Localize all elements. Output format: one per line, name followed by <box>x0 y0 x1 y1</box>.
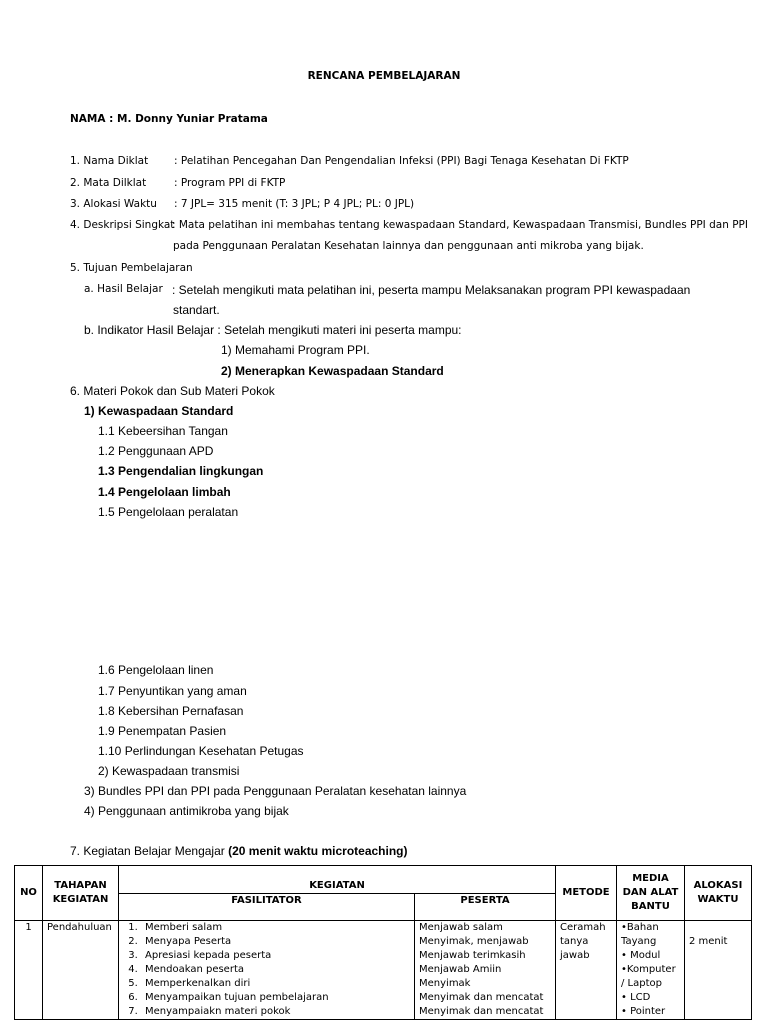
kegiatan-heading-duration: (20 menit waktu microteaching) <box>228 844 408 858</box>
nama-diklat-label: 1. Nama Diklat <box>70 155 149 167</box>
media-line: • LCD <box>621 992 651 1003</box>
indikator-item: 2) Menerapkan Kewaspadaan Standard <box>221 364 444 378</box>
sub-materi-item: 1.10 Perlindungan Kesehatan Petugas <box>98 744 304 758</box>
hasil-belajar-label: a. Hasil Belajar <box>84 283 163 295</box>
sub-materi-item: 1.3 Pengendalian lingkungan <box>98 464 264 478</box>
alokasi-waktu-label: 3. Alokasi Waktu <box>70 198 157 210</box>
row-tahapan: Pendahuluan <box>43 921 119 1020</box>
fasilitator-item: 3. Apresiasi kepada peserta <box>141 949 410 963</box>
peserta-item: Menyimak <box>419 978 471 989</box>
fasilitator-item: 1. Memberi salam <box>141 921 410 935</box>
media-line: • Modul <box>621 950 661 961</box>
kegiatan-table <box>14 865 752 1020</box>
materi-pokok: 1) Kewaspadaan Standard <box>84 404 234 418</box>
fasilitator-item: 7. Menyampaiakn materi pokok <box>141 1005 410 1019</box>
row-peserta <box>415 921 556 1020</box>
kegiatan-heading <box>70 844 407 858</box>
peserta-item: Menjawab terimkasih <box>419 950 526 961</box>
metode-line: jawab <box>560 950 590 961</box>
document-title: RENCANA PEMBELAJARAN <box>307 70 461 82</box>
nama-diklat-value: : Pelatihan Pencegahan Dan Pengendalian Infeksi (PPI) Bagi Tenaga Kesehatan Di FKTP <box>174 155 629 167</box>
media-line: / Laptop <box>621 978 662 989</box>
indikator-item: 1) Memahami Program PPI. <box>221 343 370 357</box>
media-line: •Bahan <box>621 922 659 933</box>
media-line: • Pointer <box>621 1006 666 1017</box>
materi-pokok: 4) Penggunaan antimikroba yang bijak <box>84 804 289 818</box>
peserta-item: Menyimak dan mencatat <box>419 992 544 1003</box>
sub-materi-item: 1.1 Kebeersihan Tangan <box>98 424 228 438</box>
peserta-item: Menyimak, menjawab <box>419 936 529 947</box>
metode-line: Ceramah <box>560 922 606 933</box>
alokasi-waktu-value: : 7 JPL= 315 menit (T: 3 JPL; P 4 JPL; PL: 0 JPL) <box>174 198 415 210</box>
mata-diklat-value: : Program PPI di FKTP <box>174 177 286 189</box>
materi-pokok: 2) Kewaspadaan transmisi <box>98 764 240 778</box>
fasilitator-item: 4. Mendoakan peserta <box>141 963 410 977</box>
sub-materi-item: 1.4 Pengelolaan limbah <box>98 485 231 499</box>
row-alokasi <box>685 921 752 1020</box>
sub-materi-item: 1.8 Kebersihan Pernafasan <box>98 704 244 718</box>
media-line: Tayang <box>621 936 657 947</box>
row-fasilitator <box>119 921 415 1020</box>
peserta-item: Menjawab salam <box>419 922 503 933</box>
peserta-item: Menyimak dan mencatat <box>419 1006 544 1017</box>
sub-materi-item: 1.7 Penyuntikan yang aman <box>98 684 247 698</box>
tujuan-heading: 5. Tujuan Pembelajaran <box>70 262 193 274</box>
header-fasilitator: FASILITATOR <box>119 894 415 921</box>
table-row <box>15 921 752 1020</box>
deskripsi-value: : Mata pelatihan ini membahas tentang kewaspadaan Standard, Kewaspadaan Transmisi, Bundles PPI dan PPI <box>172 219 748 231</box>
header-peserta: PESERTA <box>415 894 556 921</box>
author-name: NAMA : M. Donny Yuniar Pratama <box>70 113 268 125</box>
fasilitator-item: 2. Menyapa Peserta <box>141 935 410 949</box>
sub-materi-item: 1.5 Pengelolaan peralatan <box>98 505 239 519</box>
materi-heading: 6. Materi Pokok dan Sub Materi Pokok <box>70 384 275 398</box>
deskripsi-value-line2: pada Penggunaan Peralatan Kesehatan lainnya dan penggunaan anti mikroba yang bijak. <box>173 240 644 252</box>
row-metode <box>556 921 617 1020</box>
sub-materi-item: 1.6 Pengelolaan linen <box>98 663 214 677</box>
sub-materi-item: 1.2 Penggunaan APD <box>98 444 214 458</box>
row-no: 1 <box>15 921 43 1020</box>
fasilitator-item: 6. Menyampaikan tujuan pembelajaran <box>141 991 410 1005</box>
peserta-item: Menjawab Amiin <box>419 964 502 975</box>
metode-line: tanya <box>560 936 589 947</box>
header-kegiatan: KEGIATAN <box>119 866 556 894</box>
sub-materi-item: 1.9 Penempatan Pasien <box>98 724 227 738</box>
row-media <box>617 921 685 1020</box>
deskripsi-label: 4. Deskripsi Singkat <box>70 219 175 231</box>
alokasi-value: 2 menit <box>689 936 728 947</box>
indikator-hasil-belajar: b. Indikator Hasil Belajar : Setelah mengikuti materi ini peserta mampu: <box>84 323 462 337</box>
header-metode: METODE <box>556 866 617 921</box>
mata-diklat-label: 2. Mata Dilklat <box>70 177 147 189</box>
media-line: •Komputer <box>621 964 676 975</box>
kegiatan-heading-text: 7. Kegiatan Belajar Mengajar <box>70 844 229 858</box>
header-alokasi: ALOKASI WAKTU <box>685 866 752 921</box>
fasilitator-item: 5. Memperkenalkan diri <box>141 977 410 991</box>
hasil-belajar-value: : Setelah mengikuti mata pelatihan ini, peserta mampu Melaksanakan program PPI kewaspadaan <box>172 283 691 297</box>
hasil-belajar-value-line2: standart. <box>173 303 220 317</box>
header-media: MEDIA DAN ALAT BANTU <box>617 866 685 921</box>
header-no: NO <box>15 866 43 921</box>
header-tahapan: TAHAPAN KEGIATAN <box>43 866 119 921</box>
materi-pokok: 3) Bundles PPI dan PPI pada Penggunaan Peralatan kesehatan lainnya <box>84 784 467 798</box>
